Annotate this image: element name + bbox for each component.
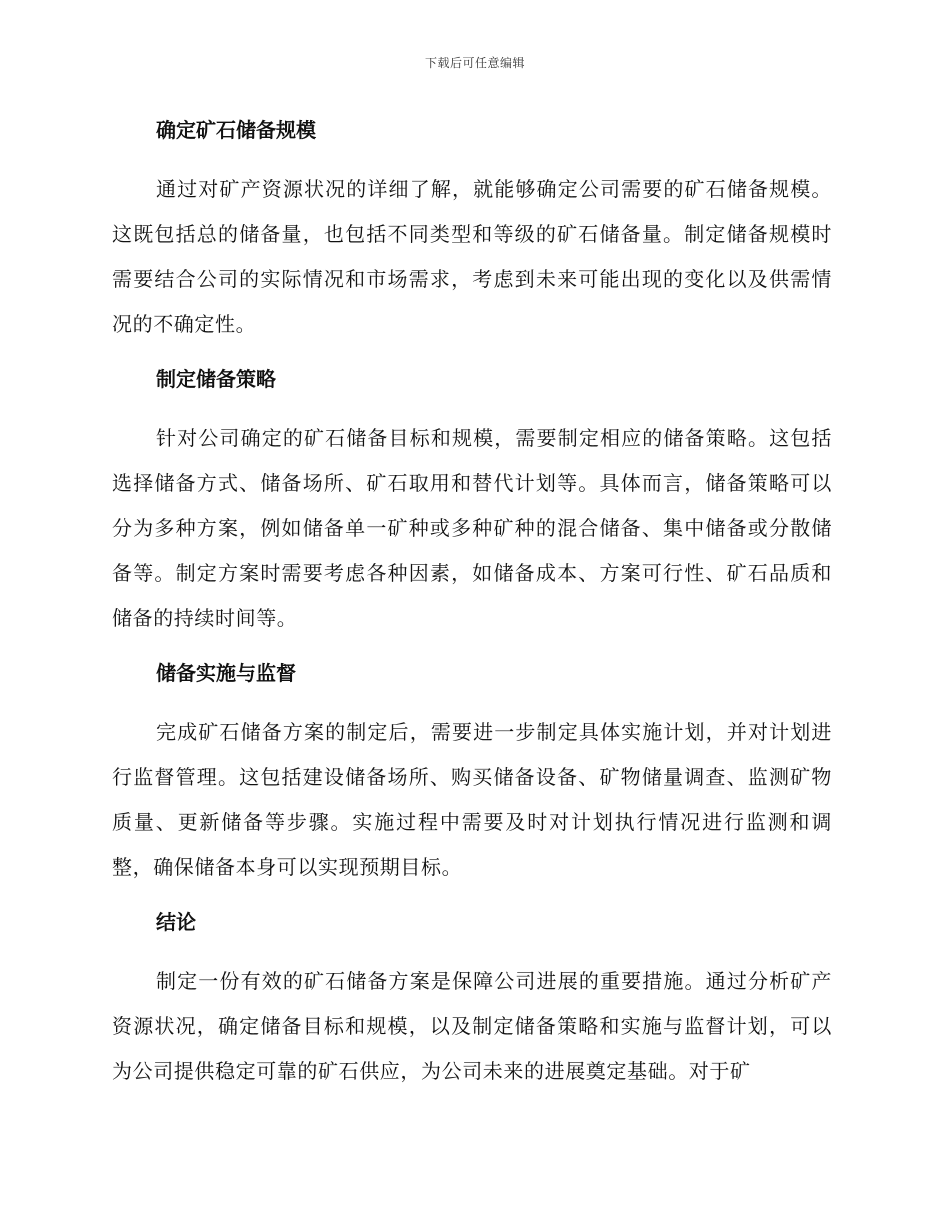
section-paragraph: 完成矿石储备方案的制定后，需要进一步制定具体实施计划，并对计划进行监督管理。这包括建设储备场所、购买储备设备、矿物储量调查、监测矿物质量、更新储备等步骤。实施过程中需要及时对计划执行情况进行监测和调整，确保储备本身可以实现预期目标。 (112, 720, 832, 879)
document-body (112, 110, 832, 1106)
section-conclusion (112, 902, 832, 1094)
section-reserve-strategy (112, 359, 832, 641)
section-implementation-supervision (112, 653, 832, 890)
section-heading: 储备实施与监督 (156, 661, 296, 685)
section-reserve-scale (112, 110, 832, 347)
section-paragraph: 制定一份有效的矿石储备方案是保障公司进展的重要措施。通过分析矿产资源状况，确定储备目标和规模，以及制定储备策略和实施与监督计划，可以为公司提供稳定可靠的矿石供应，为公司未来的进展奠定基础。对于矿 (112, 969, 832, 1083)
page-header: 下载后可任意编辑 (424, 56, 525, 70)
section-paragraph: 通过对矿产资源状况的详细了解，就能够确定公司需要的矿石储备规模。这既包括总的储备量，也包括不同类型和等级的矿石储备量。制定储备规模时需要结合公司的实际情况和市场需求，考虑到未来可能出现的变化以及供需情况的不确定性。 (112, 177, 832, 336)
section-heading: 确定矿石储备规模 (156, 118, 316, 142)
section-heading: 结论 (156, 910, 196, 934)
section-paragraph: 针对公司确定的矿石储备目标和规模，需要制定相应的储备策略。这包括选择储备方式、储备场所、矿石取用和替代计划等。具体而言，储备策略可以分为多种方案，例如储备单一矿种或多种矿种的混合储备、集中储备或分散储备等。制定方案时需要考虑各种因素，如储备成本、方案可行性、矿石品质和储备的持续时间等。 (112, 426, 832, 630)
section-heading: 制定储备策略 (156, 367, 276, 391)
